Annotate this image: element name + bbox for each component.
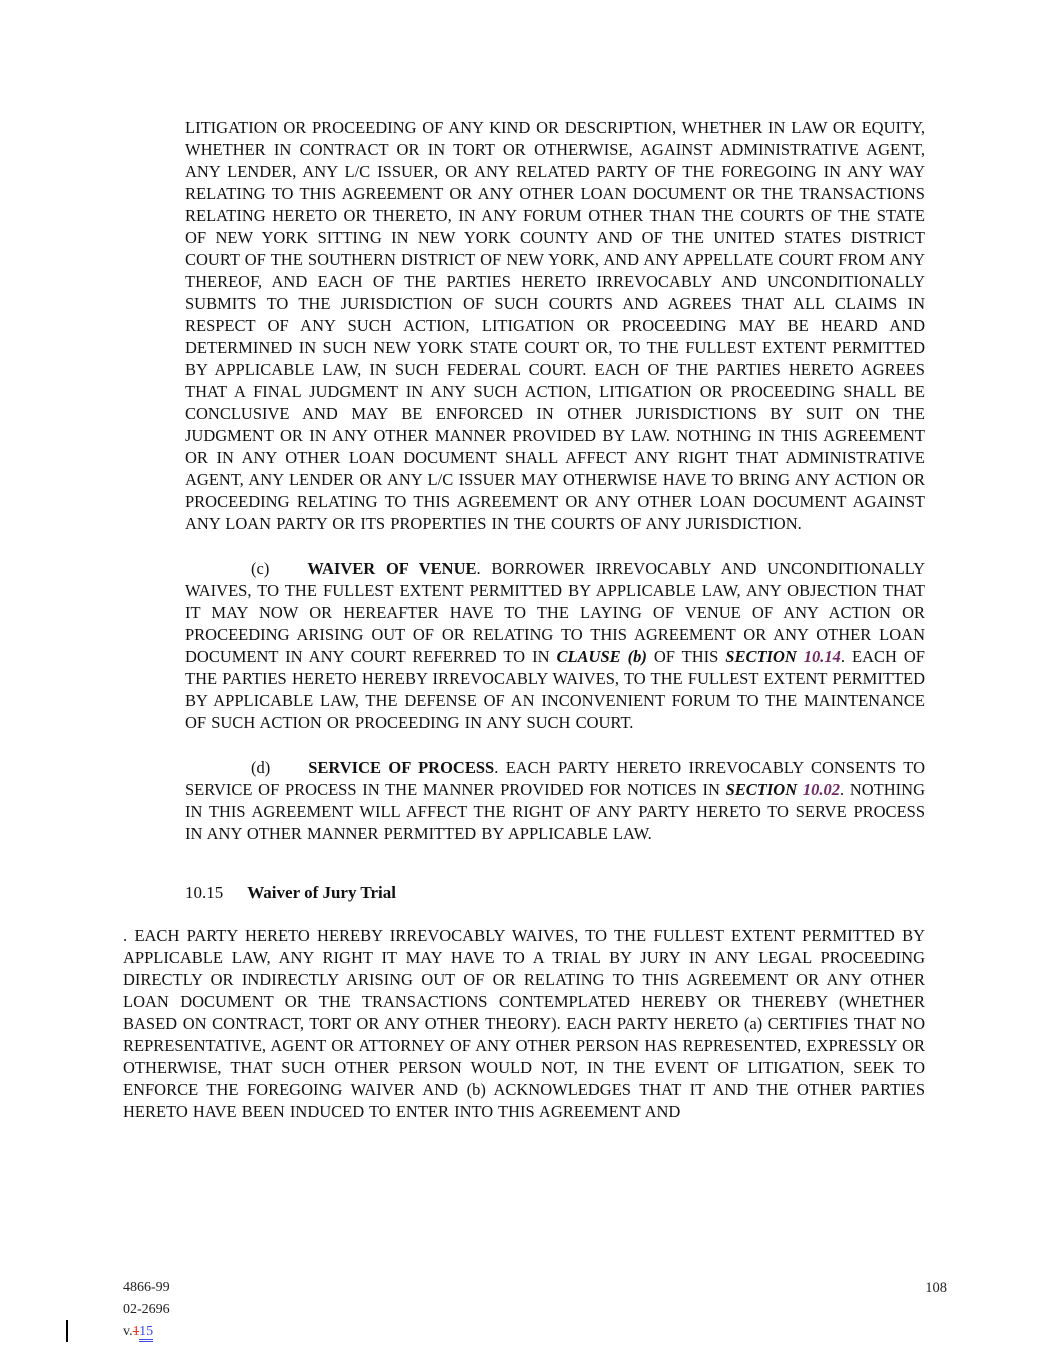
- clause-label-d: (d): [251, 758, 271, 777]
- paragraph-service-of-process: [185, 757, 925, 845]
- version-inserted: 15: [139, 1324, 153, 1342]
- clause-title-waiver-of-venue: WAIVER OF VENUE: [307, 559, 477, 578]
- footer-version-line: [123, 1321, 170, 1343]
- section-10-14-reference[interactable]: 10.14: [803, 647, 841, 666]
- section-word: SECTION: [725, 780, 803, 799]
- footer-matter-id: 02-2696: [123, 1302, 170, 1317]
- footer-doc-id: 4866-99: [123, 1280, 170, 1295]
- version-prefix: v.: [123, 1324, 133, 1339]
- clause-b-reference: CLAUSE (b): [556, 647, 647, 666]
- section-heading-10-15: [185, 882, 925, 904]
- venue-text-1: . BORROWER IRREVOCABLY AND UNCONDITIONALLY WAIVES, TO THE FULLEST EXTENT PERMITTED BY APPLICABLE LAW, ANY OBJECTION THAT IT MAY NOW OR HEREAFTER HAVE TO THE LAYING OF VENUE OF ANY ACTION OR PROCEEDING ARISING OUT OF OR RELATING TO THIS AGREEMENT OR ANY OTHER LOAN DOCUMENT IN ANY COURT REFERRED TO IN: [185, 559, 925, 666]
- paragraph-waiver-of-jury-trial: [123, 925, 925, 1123]
- section-title: Waiver of Jury Trial: [247, 883, 396, 902]
- revision-change-bar: [66, 1320, 68, 1342]
- service-text-1: . EACH PARTY HERETO IRREVOCABLY CONSENTS TO SERVICE OF PROCESS IN THE MANNER PROVIDED FOR NOTICES IN: [185, 758, 925, 799]
- jurisdiction-text: LITIGATION OR PROCEEDING OF ANY KIND OR DESCRIPTION, WHETHER IN LAW OR EQUITY, WHETHER IN CONTRACT OR IN TORT OR OTHERWISE, AGAINST ADMINISTRATIVE AGENT, ANY LENDER, ANY L/C ISSUER, OR ANY RELATED PARTY OF THE FOREGOING IN ANY WAY RELATING TO THIS AGREEMENT OR ANY OTHER LOAN DOCUMENT OR THE TRANSACTIONS RELATING HERETO OR THERETO, IN ANY FORUM OTHER THAN THE COURTS OF THE STATE OF NEW YORK SITTING IN NEW YORK COUNTY AND OF THE UNITED STATES DISTRICT COURT OF THE SOUTHERN DISTRICT OF NEW YORK, AND ANY APPELLATE COURT FROM ANY THEREOF, AND EACH OF THE PARTIES HERETO IRREVOCABLY AND UNCONDITIONALLY SUBMITS TO THE JURISDICTION OF SUCH COURTS AND AGREES THAT ALL CLAIMS IN RESPECT OF ANY SUCH ACTION, LITIGATION OR PROCEEDING MAY BE HEARD AND DETERMINED IN SUCH NEW YORK STATE COURT OR, TO THE FULLEST EXTENT PERMITTED BY APPLICABLE LAW, IN SUCH FEDERAL COURT. EACH OF THE PARTIES HERETO AGREES THAT A FINAL JUDGMENT IN ANY SUCH ACTION, LITIGATION OR PROCEEDING SHALL BE CONCLUSIVE AND MAY BE ENFORCED IN OTHER JURISDICTIONS BY SUIT ON THE JUDGMENT OR IN ANY OTHER MANNER PROVIDED BY LAW. NOTHING IN THIS AGREEMENT OR IN ANY OTHER LOAN DOCUMENT SHALL AFFECT ANY RIGHT THAT ADMINISTRATIVE AGENT, ANY LENDER OR ANY L/C ISSUER MAY OTHERWISE HAVE TO BRING ANY ACTION OR PROCEEDING RELATING TO THIS AGREEMENT OR ANY OTHER LOAN DOCUMENT AGAINST ANY LOAN PARTY OR ITS PROPERTIES IN THE COURTS OF ANY JURISDICTION.: [185, 118, 925, 533]
- section-word: SECTION: [725, 647, 804, 666]
- document-body: [123, 117, 925, 1123]
- page-footer: [123, 1277, 170, 1343]
- clause-title-service-of-process: SERVICE OF PROCESS: [308, 758, 495, 777]
- clause-label-c: (c): [251, 559, 270, 578]
- jury-trial-text: . EACH PARTY HERETO HEREBY IRREVOCABLY WAIVES, TO THE FULLEST EXTENT PERMITTED BY APPLICABLE LAW, ANY RIGHT IT MAY HAVE TO A TRIAL BY JURY IN ANY LEGAL PROCEEDING DIRECTLY OR INDIRECTLY ARISING OUT OF OR RELATING TO THIS AGREEMENT OR ANY OTHER LOAN DOCUMENT OR THE TRANSACTIONS CONTEMPLATED HEREBY OR THEREBY (WHETHER BASED ON CONTRACT, TORT OR ANY OTHER THEORY). EACH PARTY HERETO (a) CERTIFIES THAT NO REPRESENTATIVE, AGENT OR ATTORNEY OF ANY OTHER PERSON HAS REPRESENTED, EXPRESSLY OR OTHERWISE, THAT SUCH OTHER PERSON WOULD NOT, IN THE EVENT OF LITIGATION, SEEK TO ENFORCE THE FOREGOING WAIVER AND (b) ACKNOWLEDGES THAT IT AND THE OTHER PARTIES HERETO HAVE BEEN INDUCED TO ENTER INTO THIS AGREEMENT AND: [123, 926, 925, 1121]
- paragraph-submission-to-jurisdiction: [185, 117, 925, 535]
- page-number: 108: [925, 1280, 947, 1296]
- section-number: 10.15: [185, 883, 224, 902]
- paragraph-waiver-of-venue: [185, 558, 925, 734]
- service-text-2: . NOTHING IN THIS AGREEMENT WILL AFFECT THE RIGHT OF ANY PARTY HERETO TO SERVE PROCESS IN ANY OTHER MANNER PERMITTED BY APPLICABLE LAW.: [185, 780, 925, 843]
- version-deleted: 1: [132, 1324, 140, 1339]
- section-10-02-reference[interactable]: 10.02: [802, 780, 840, 799]
- venue-text-3: . EACH OF THE PARTIES HERETO HEREBY IRREVOCABLY WAIVES, TO THE FULLEST EXTENT PERMITTED BY APPLICABLE LAW, THE DEFENSE OF AN INCONVENIENT FORUM TO THE MAINTENANCE OF SUCH ACTION OR PROCEEDING IN ANY SUCH COURT.: [185, 647, 925, 732]
- venue-text-2: OF THIS: [646, 647, 726, 666]
